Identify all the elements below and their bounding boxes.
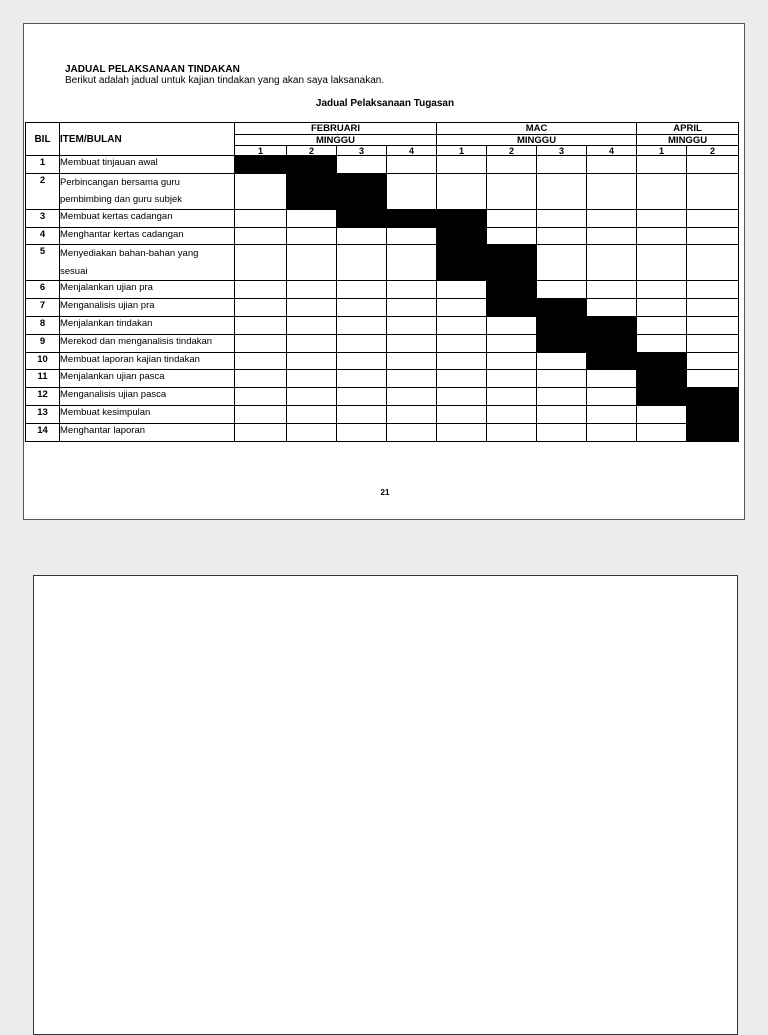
empty-cell (687, 352, 739, 370)
gantt-bar-cell (287, 156, 337, 174)
empty-cell (337, 281, 387, 299)
empty-cell (587, 370, 637, 388)
row-number: 4 (26, 227, 60, 245)
empty-cell (687, 227, 739, 245)
empty-cell (487, 227, 537, 245)
gantt-bar-cell (637, 370, 687, 388)
task-name: Membuat laporan kajian tindakan (60, 352, 235, 370)
empty-cell (337, 388, 387, 406)
table-caption: Jadual Pelaksanaan Tugasan (315, 98, 455, 109)
empty-cell (235, 370, 287, 388)
empty-cell (387, 156, 437, 174)
task-name: Menganalisis ujian pra (60, 299, 235, 317)
week-number: 1 (437, 146, 487, 156)
row-number: 2 (26, 173, 60, 209)
empty-cell (235, 227, 287, 245)
empty-cell (587, 299, 637, 317)
empty-cell (437, 173, 487, 209)
row-number: 12 (26, 388, 60, 406)
empty-cell (537, 281, 587, 299)
empty-cell (235, 388, 287, 406)
empty-cell (587, 281, 637, 299)
empty-cell (287, 316, 337, 334)
empty-cell (687, 316, 739, 334)
table-row (26, 423, 739, 441)
table-row (26, 352, 739, 370)
task-name: Menghantar kertas cadangan (60, 227, 235, 245)
empty-cell (687, 209, 739, 227)
empty-cell (587, 209, 637, 227)
gantt-bar-cell (687, 423, 739, 441)
week-number: 3 (537, 146, 587, 156)
gantt-bar-cell (637, 388, 687, 406)
row-number: 1 (26, 156, 60, 174)
gantt-bar-cell (537, 334, 587, 352)
empty-cell (337, 156, 387, 174)
table-row (26, 405, 739, 423)
task-name (60, 245, 235, 281)
gantt-bar-cell (235, 156, 287, 174)
document-page (23, 23, 745, 520)
row-number: 8 (26, 316, 60, 334)
empty-cell (687, 156, 739, 174)
empty-cell (337, 245, 387, 281)
task-name: Menjalankan ujian pasca (60, 370, 235, 388)
empty-cell (537, 227, 587, 245)
gantt-bar-cell (437, 245, 487, 281)
minggu-header: MINGGU (235, 135, 437, 146)
empty-cell (287, 405, 337, 423)
task-name-line: Menyediakan bahan-bahan yang (60, 248, 199, 260)
task-name-line: pembimbing dan guru subjek (60, 194, 182, 206)
empty-cell (337, 405, 387, 423)
empty-cell (637, 173, 687, 209)
empty-cell (337, 370, 387, 388)
gantt-bar-cell (587, 352, 637, 370)
row-number: 9 (26, 334, 60, 352)
empty-cell (387, 405, 437, 423)
empty-cell (687, 299, 739, 317)
empty-cell (437, 405, 487, 423)
empty-cell (387, 281, 437, 299)
empty-cell (637, 245, 687, 281)
task-name: Menjalankan ujian pra (60, 281, 235, 299)
month-header: MAC (437, 123, 637, 135)
gantt-bar-cell (687, 405, 739, 423)
empty-cell (587, 423, 637, 441)
week-number: 2 (287, 146, 337, 156)
empty-cell (235, 299, 287, 317)
task-name: Membuat tinjauan awal (60, 156, 235, 174)
empty-cell (637, 299, 687, 317)
gantt-bar-cell (487, 245, 537, 281)
gantt-bar-cell (287, 173, 337, 209)
task-name: Merekod dan menganalisis tindakan (60, 334, 235, 352)
empty-cell (487, 316, 537, 334)
empty-cell (235, 352, 287, 370)
empty-cell (337, 352, 387, 370)
empty-cell (487, 423, 537, 441)
page-number: 21 (380, 488, 390, 497)
empty-cell (235, 173, 287, 209)
task-name: Membuat kertas cadangan (60, 209, 235, 227)
empty-cell (537, 370, 587, 388)
empty-cell (537, 405, 587, 423)
empty-cell (437, 281, 487, 299)
task-name-line: Perbincangan bersama guru (60, 176, 180, 188)
document-title: JADUAL PELAKSANAAN TINDAKAN (65, 64, 240, 75)
row-number: 7 (26, 299, 60, 317)
empty-cell (437, 388, 487, 406)
table-row (26, 173, 739, 209)
empty-cell (387, 316, 437, 334)
month-header: APRIL (637, 123, 739, 135)
empty-cell (637, 423, 687, 441)
empty-cell (487, 156, 537, 174)
gantt-bar-cell (537, 299, 587, 317)
item-header: ITEM/BULAN (60, 123, 235, 156)
task-name: Menghantar laporan (60, 423, 235, 441)
week-number: 1 (637, 146, 687, 156)
empty-cell (287, 299, 337, 317)
table-row (26, 156, 739, 174)
empty-cell (587, 388, 637, 406)
gantt-bar-cell (537, 316, 587, 334)
row-number: 10 (26, 352, 60, 370)
empty-cell (235, 209, 287, 227)
empty-cell (487, 352, 537, 370)
empty-cell (337, 299, 387, 317)
empty-cell (235, 334, 287, 352)
week-number: 4 (387, 146, 437, 156)
gantt-bar-cell (337, 209, 387, 227)
empty-cell (437, 334, 487, 352)
empty-cell (537, 156, 587, 174)
empty-cell (287, 423, 337, 441)
empty-cell (287, 334, 337, 352)
empty-cell (337, 227, 387, 245)
empty-cell (387, 352, 437, 370)
empty-cell (437, 299, 487, 317)
empty-cell (387, 299, 437, 317)
row-number: 3 (26, 209, 60, 227)
empty-cell (337, 316, 387, 334)
gantt-bar-cell (587, 334, 637, 352)
empty-cell (287, 281, 337, 299)
row-number: 6 (26, 281, 60, 299)
gantt-bar-cell (487, 299, 537, 317)
empty-cell (587, 173, 637, 209)
empty-cell (387, 227, 437, 245)
empty-cell (437, 156, 487, 174)
week-number: 4 (587, 146, 637, 156)
empty-cell (487, 173, 537, 209)
task-name: Menjalankan tindakan (60, 316, 235, 334)
empty-cell (437, 316, 487, 334)
empty-cell (587, 156, 637, 174)
schedule-table (25, 122, 739, 442)
empty-cell (337, 334, 387, 352)
bil-header: BIL (26, 123, 60, 156)
table-row (26, 388, 739, 406)
empty-cell (387, 245, 437, 281)
table-row (26, 245, 739, 281)
task-name-line: sesuai (60, 265, 88, 277)
empty-cell (387, 388, 437, 406)
empty-cell (387, 370, 437, 388)
empty-cell (287, 370, 337, 388)
empty-cell (387, 173, 437, 209)
empty-cell (637, 334, 687, 352)
week-number: 3 (337, 146, 387, 156)
task-name: Membuat kesimpulan (60, 405, 235, 423)
table-row (26, 209, 739, 227)
table-row (26, 334, 739, 352)
gantt-bar-cell (437, 209, 487, 227)
table-row (26, 316, 739, 334)
empty-cell (687, 334, 739, 352)
empty-cell (637, 227, 687, 245)
empty-cell (687, 370, 739, 388)
week-number: 1 (235, 146, 287, 156)
empty-cell (687, 173, 739, 209)
gantt-bar-cell (337, 173, 387, 209)
empty-cell (287, 209, 337, 227)
row-number: 13 (26, 405, 60, 423)
row-number: 5 (26, 245, 60, 281)
gantt-bar-cell (387, 209, 437, 227)
table-row (26, 281, 739, 299)
empty-cell (637, 316, 687, 334)
empty-cell (537, 423, 587, 441)
gantt-bar-cell (487, 281, 537, 299)
task-name: Menganalisis ujian pasca (60, 388, 235, 406)
empty-cell (437, 352, 487, 370)
row-number: 11 (26, 370, 60, 388)
empty-cell (587, 227, 637, 245)
empty-cell (235, 405, 287, 423)
document-subtitle: Berikut adalah jadual untuk kajian tindakan yang akan saya laksanakan. (65, 75, 385, 86)
empty-cell (487, 405, 537, 423)
row-number: 14 (26, 423, 60, 441)
empty-cell (637, 281, 687, 299)
gantt-bar-cell (637, 352, 687, 370)
empty-cell (587, 405, 637, 423)
empty-cell (537, 173, 587, 209)
empty-cell (487, 334, 537, 352)
empty-cell (637, 405, 687, 423)
empty-cell (235, 245, 287, 281)
empty-cell (437, 423, 487, 441)
gantt-bar-cell (687, 388, 739, 406)
empty-cell (337, 423, 387, 441)
empty-cell (537, 209, 587, 227)
empty-cell (287, 245, 337, 281)
empty-cell (437, 370, 487, 388)
empty-cell (235, 423, 287, 441)
table-row (26, 299, 739, 317)
minggu-header: MINGGU (437, 135, 637, 146)
minggu-header: MINGGU (637, 135, 739, 146)
empty-cell (487, 370, 537, 388)
empty-cell (287, 352, 337, 370)
empty-cell (235, 316, 287, 334)
empty-cell (287, 227, 337, 245)
empty-cell (537, 352, 587, 370)
gantt-bar-cell (437, 227, 487, 245)
table-row (26, 227, 739, 245)
empty-cell (287, 388, 337, 406)
next-page (33, 575, 738, 1035)
task-name (60, 173, 235, 209)
empty-cell (537, 388, 587, 406)
empty-cell (387, 334, 437, 352)
table-row (26, 370, 739, 388)
empty-cell (235, 281, 287, 299)
empty-cell (487, 388, 537, 406)
empty-cell (387, 423, 437, 441)
empty-cell (637, 209, 687, 227)
empty-cell (487, 209, 537, 227)
month-header: FEBRUARI (235, 123, 437, 135)
week-number: 2 (687, 146, 739, 156)
empty-cell (587, 245, 637, 281)
week-number: 2 (487, 146, 537, 156)
empty-cell (637, 156, 687, 174)
empty-cell (687, 281, 739, 299)
gantt-bar-cell (587, 316, 637, 334)
empty-cell (687, 245, 739, 281)
empty-cell (537, 245, 587, 281)
